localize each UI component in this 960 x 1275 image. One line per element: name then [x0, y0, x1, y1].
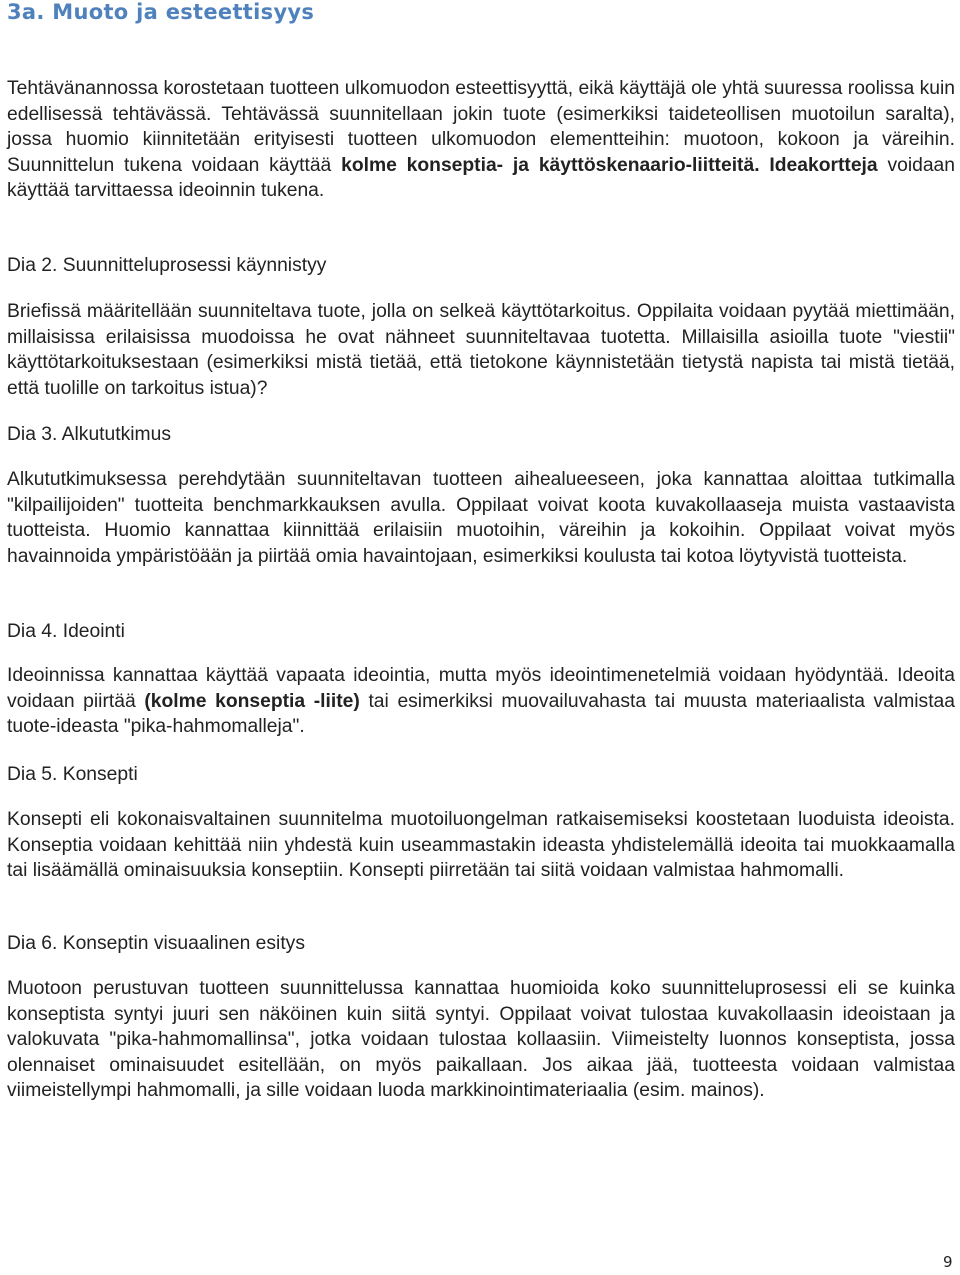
- dia5-heading: Dia 5. Konsepti: [7, 764, 138, 785]
- intro-text-3: voidaan käyttää tarvittaessa ideoinnin tukena.: [7, 154, 955, 202]
- dia4-heading: Dia 4. Ideointi: [7, 621, 125, 642]
- dia4-text-2: tai esimerkiksi muovailuvahasta tai muusta materiaalista valmistaa tuote-ideasta "pika-hahmomalleja".: [7, 690, 955, 738]
- dia4-text-1: Ideoinnissa kannattaa käyttää vapaata ideointia, mutta myös ideointimenetelmiä voidaan hyödyntää. Ideoita voidaan piirtää: [7, 665, 955, 712]
- dia4-bold-attachment: (kolme konseptia -liite): [144, 690, 360, 712]
- intro-bold-attachments: kolme konseptia- ja käyttöskenaario-liitteitä.: [341, 154, 760, 176]
- dia3-paragraph: Alkututkimuksessa perehdytään suunniteltavan tuotteen aihealueeseen, joka kannattaa aloittaa tutkimalla "kilpailijoiden" tuotteita benchmarkkauksen avulla. Oppilaat voivat koota kuvakollaaseja muista vastaavista tuotteista. Huomio kannattaa kiinnittää erilaisiin muotoihin, väreihin ja kokoihin. Oppilaat voivat myös havainnoida ympäristöään ja piirtää omia havaintojaan, esimerkiksi koulusta tai kotoa löytyvistä tuotteista.: [7, 469, 955, 567]
- dia6-heading: Dia 6. Konseptin visuaalinen esitys: [7, 933, 305, 954]
- intro-text-1: Tehtävänannossa korostetaan tuotteen ulkomuodon esteettisyyttä, eikä käyttäjä ole yhtä suuressa roolissa kuin edellisessä tehtävässä. Tehtävässä suunnitellaan jokin tuote (esimerkiksi taideteollisen muotoilun saralta), jossa huomio kiinnitetään erityisesti tuotteen ulkomuodon elementteihin: muotoon, kokoon ja väreihin. Suunnittelun tukena voidaan käyttää: [7, 78, 955, 176]
- dia2-paragraph: Briefissä määritellään suunniteltava tuote, jolla on selkeä käyttötarkoitus. Oppilaita voidaan pyytää miettimään, millaisissa erilaisissa muodoissa he ovat nähneet suunniteltavaa tuotetta. Millaisilla asioilla tuote "viestii" käyttötarkoituksestaan (esimerkiksi mistä tietää, että tietokone käynnistetään tietystä napista tai mistä tietää, että tuolille on tarkoitus istua)?: [7, 301, 955, 399]
- page-number: 9: [943, 1253, 953, 1271]
- dia3-heading: Dia 3. Alkututkimus: [7, 424, 171, 445]
- intro-bold-idea-cards: Ideakortteja: [769, 154, 878, 176]
- dia2-heading: Dia 2. Suunnitteluprosessi käynnistyy: [7, 255, 327, 276]
- intro-text-2: [760, 155, 770, 176]
- dia6-paragraph: Muotoon perustuvan tuotteen suunnittelussa kannattaa huomioida koko suunnitteluprosessi eli se kuinka konseptista syntyi juuri sen näköinen kuin siitä syntyi. Oppilaat voivat tulostaa kuvakollaasin ideoistaan ja valokuvata "pika-hahmomallinsa", jotka voidaan tulostaa kollaasiin. Viimeistelty luonnos konseptista, jossa olennaiset ominaisuudet esitellään, on myös paikallaan. Jos aikaa jää, tuotteesta voidaan valmistaa viimeistellympi hahmomalli, ja sille voidaan luoda markkinointimateriaalia (esim. mainos).: [7, 978, 955, 1102]
- section-heading: 3a. Muoto ja esteettisyys: [7, 0, 315, 24]
- intro-paragraph: [7, 76, 955, 204]
- dia5-paragraph: Konsepti eli kokonaisvaltainen suunnitelma muotoiluongelman ratkaisemiseksi koostetaan luoduista ideoista. Konseptia voidaan kehittää niin yhdestä kuin useammastakin ideasta yhdistelemällä ideoita tai muokkaamalla tai lisäämällä ominaisuuksia konseptiin. Konsepti piirretään tai siitä voidaan valmistaa hahmomalli.: [7, 809, 955, 882]
- dia4-paragraph: [7, 663, 955, 740]
